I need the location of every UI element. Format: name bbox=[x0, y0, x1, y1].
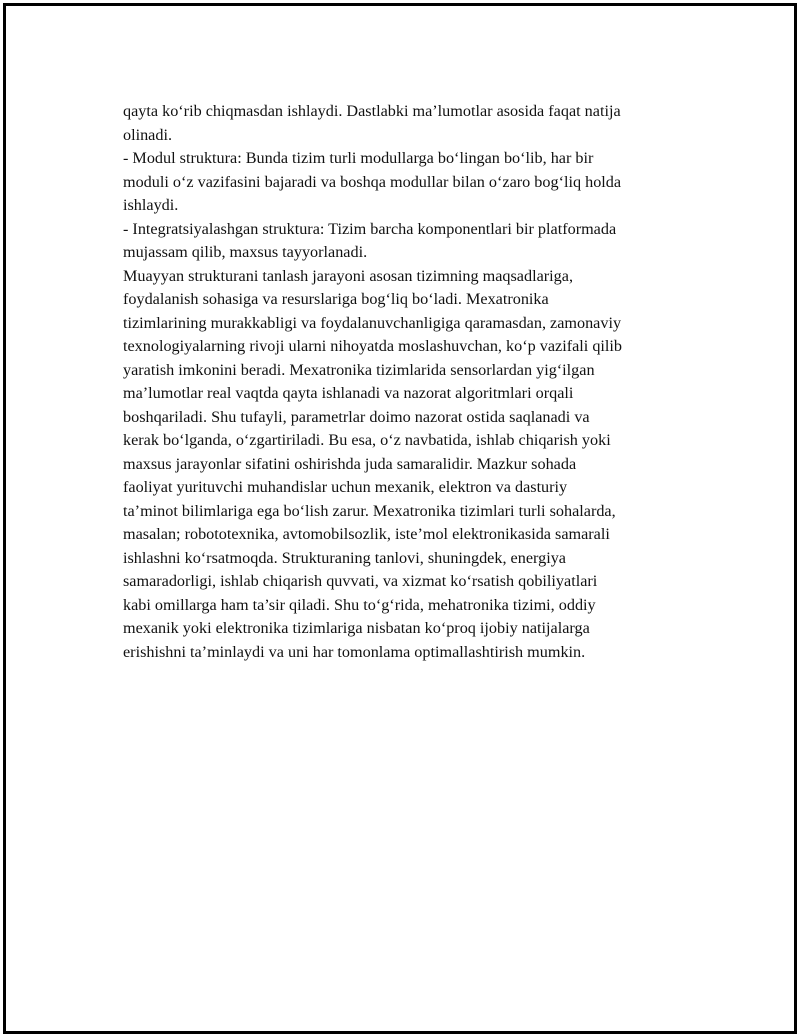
text-line: ma’lumotlar real vaqtda qayta ishlanadi va nazorat algoritmlari orqali bbox=[123, 384, 574, 402]
text-line: erishishni ta’minlaydi va uni har tomonlama optimallashtirish mumkin. bbox=[123, 642, 586, 661]
text-line: ta’minot bilimlariga ega bo‘lish zarur. Mexatronika tizimlari turli sohalarda, bbox=[123, 501, 616, 520]
text-line: boshqariladi. Shu tufayli, parametrlar doimo nazorat ostida saqlanadi va bbox=[123, 407, 590, 426]
text-line: masalan; robototexnika, avtomobilsozlik, iste’mol elektronikasida samarali bbox=[123, 525, 610, 543]
text-line: faoliyat yurituvchi muhandislar uchun mexanik, elektron va dasturiy bbox=[123, 478, 568, 496]
text-line: Muayyan strukturani tanlash jarayoni asosan tizimning maqsadlariga, bbox=[123, 266, 573, 285]
text-line: tizimlarining murakkabligi va foydalanuvchanligiga qaramasdan, zamonaviy bbox=[123, 313, 622, 332]
text-line: maxsus jarayonlar sifatini oshirishda juda samaralidir. Mazkur sohada bbox=[123, 454, 577, 473]
document-body-text bbox=[123, 100, 703, 664]
page-frame bbox=[3, 3, 797, 1034]
text-line: texnologiyalarning rivoji ularni nihoyatda moslashuvchan, ko‘p vazifali qilib bbox=[123, 337, 622, 355]
text-line: foydalanish sohasiga va resurslariga bog‘liq bo‘ladi. Mexatronika bbox=[123, 290, 549, 308]
text-line: ishlaydi. bbox=[123, 196, 179, 214]
text-line: yaratish imkonini beradi. Mexatronika tizimlarida sensorlardan yig‘ilgan bbox=[123, 360, 595, 379]
text-line: mexanik yoki elektronika tizimlariga nisbatan ko‘proq ijobiy natijalarga bbox=[123, 619, 590, 637]
text-line: - Modul struktura: Bunda tizim turli modullarga bo‘lingan bo‘lib, har bir bbox=[123, 149, 594, 167]
text-line: - Integratsiyalashgan struktura: Tizim barcha komponentlari bir platformada bbox=[123, 219, 617, 238]
text-line: kabi omillarga ham ta’sir qiladi. Shu to‘g‘rida, mehatronika tizimi, oddiy bbox=[123, 595, 596, 614]
text-line: mujassam qilib, maxsus tayyorlanadi. bbox=[123, 243, 368, 261]
text-line: kerak bo‘lganda, o‘zgartiriladi. Bu esa, o‘z navbatida, ishlab chiqarish yoki bbox=[123, 431, 611, 449]
text-line: qayta ko‘rib chiqmasdan ishlaydi. Dastlabki ma’lumotlar asosida faqat natija bbox=[123, 102, 621, 120]
text-line: samaradorligi, ishlab chiqarish quvvati, va xizmat ko‘rsatish qobiliyatlari bbox=[123, 572, 598, 590]
text-line: moduli o‘z vazifasini bajaradi va boshqa modullar bilan o‘zaro bog‘liq holda bbox=[123, 172, 622, 191]
text-line: olinadi. bbox=[123, 125, 173, 144]
text-line: ishlashni ko‘rsatmoqda. Strukturaning tanlovi, shuningdek, energiya bbox=[123, 548, 566, 567]
